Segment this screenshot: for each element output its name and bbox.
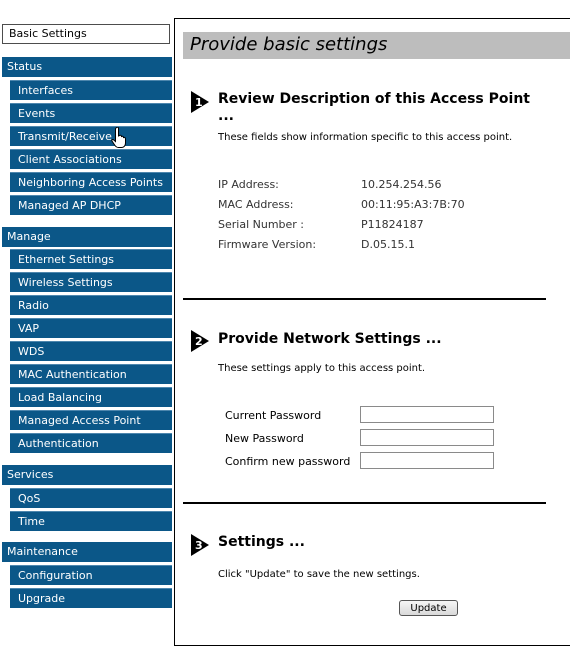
mac-address-label: MAC Address: bbox=[218, 198, 294, 211]
svg-text:1: 1 bbox=[195, 96, 203, 109]
serial-number-label: Serial Number : bbox=[218, 218, 305, 231]
page-title: Provide basic settings bbox=[190, 34, 388, 55]
sidebar-item-radio[interactable]: Radio bbox=[10, 295, 172, 315]
sidebar bbox=[0, 0, 175, 649]
tab-basic-settings[interactable]: Basic Settings bbox=[2, 24, 170, 44]
serial-number-value: P11824187 bbox=[361, 218, 424, 231]
confirm-password-label: Confirm new password bbox=[225, 455, 351, 468]
new-password-label: New Password bbox=[225, 432, 304, 445]
svg-text:2: 2 bbox=[195, 335, 203, 348]
step-2-icon bbox=[191, 330, 209, 352]
sidebar-item-interfaces[interactable]: Interfaces bbox=[10, 80, 172, 100]
sidebar-item-mac-authentication[interactable]: MAC Authentication bbox=[10, 364, 172, 384]
svg-text:3: 3 bbox=[195, 539, 203, 552]
hand-cursor-icon bbox=[111, 127, 127, 149]
sidebar-item-load-balancing[interactable]: Load Balancing bbox=[10, 387, 172, 407]
update-button[interactable]: Update bbox=[399, 600, 458, 616]
sidebar-item-neighboring-access-points[interactable]: Neighboring Access Points bbox=[10, 172, 172, 192]
sidebar-item-managed-access-point[interactable]: Managed Access Point bbox=[10, 410, 172, 430]
sidebar-item-qos[interactable]: QoS bbox=[10, 488, 172, 508]
section-divider-1 bbox=[183, 298, 546, 300]
sidebar-item-authentication[interactable]: Authentication bbox=[10, 433, 172, 453]
firmware-version-value: D.05.15.1 bbox=[361, 238, 415, 251]
sidebar-item-events[interactable]: Events bbox=[10, 103, 172, 123]
ip-address-value: 10.254.254.56 bbox=[361, 178, 442, 191]
section3-title: Settings ... bbox=[218, 534, 305, 550]
sidebar-item-vap[interactable]: VAP bbox=[10, 318, 172, 338]
current-password-input[interactable] bbox=[360, 406, 494, 423]
page-title-bar bbox=[183, 32, 570, 59]
section1-description: These fields show information specific to this access point. bbox=[218, 132, 513, 143]
sidebar-item-wireless-settings[interactable]: Wireless Settings bbox=[10, 272, 172, 292]
current-password-label: Current Password bbox=[225, 409, 322, 422]
ip-address-label: IP Address: bbox=[218, 178, 279, 191]
confirm-password-input[interactable] bbox=[360, 452, 494, 469]
sidebar-section-status: Status bbox=[2, 57, 172, 77]
mac-address-value: 00:11:95:A3:7B:70 bbox=[361, 198, 465, 211]
sidebar-section-services: Services bbox=[2, 465, 172, 485]
sidebar-item-managed-ap-dhcp[interactable]: Managed AP DHCP bbox=[10, 195, 172, 215]
sidebar-item-ethernet-settings[interactable]: Ethernet Settings bbox=[10, 249, 172, 269]
sidebar-item-transmit-receive[interactable]: Transmit/Receive bbox=[10, 126, 172, 146]
sidebar-section-maintenance: Maintenance bbox=[2, 542, 172, 562]
sidebar-section-manage: Manage bbox=[2, 227, 172, 247]
sidebar-item-wds[interactable]: WDS bbox=[10, 341, 172, 361]
sidebar-item-configuration[interactable]: Configuration bbox=[10, 565, 172, 585]
step-3-icon bbox=[191, 534, 209, 556]
section2-title: Provide Network Settings ... bbox=[218, 331, 442, 347]
section-divider-2 bbox=[183, 502, 546, 504]
section3-description: Click "Update" to save the new settings. bbox=[218, 569, 420, 580]
sidebar-item-time[interactable]: Time bbox=[10, 511, 172, 531]
sidebar-item-client-associations[interactable]: Client Associations bbox=[10, 149, 172, 169]
section2-description: These settings apply to this access point. bbox=[218, 363, 426, 374]
firmware-version-label: Firmware Version: bbox=[218, 238, 317, 251]
sidebar-item-upgrade[interactable]: Upgrade bbox=[10, 588, 172, 608]
step-1-icon bbox=[191, 91, 209, 113]
main-content bbox=[174, 18, 570, 646]
new-password-input[interactable] bbox=[360, 429, 494, 446]
section1-title: Review Description of this Access Point ... bbox=[218, 91, 530, 124]
